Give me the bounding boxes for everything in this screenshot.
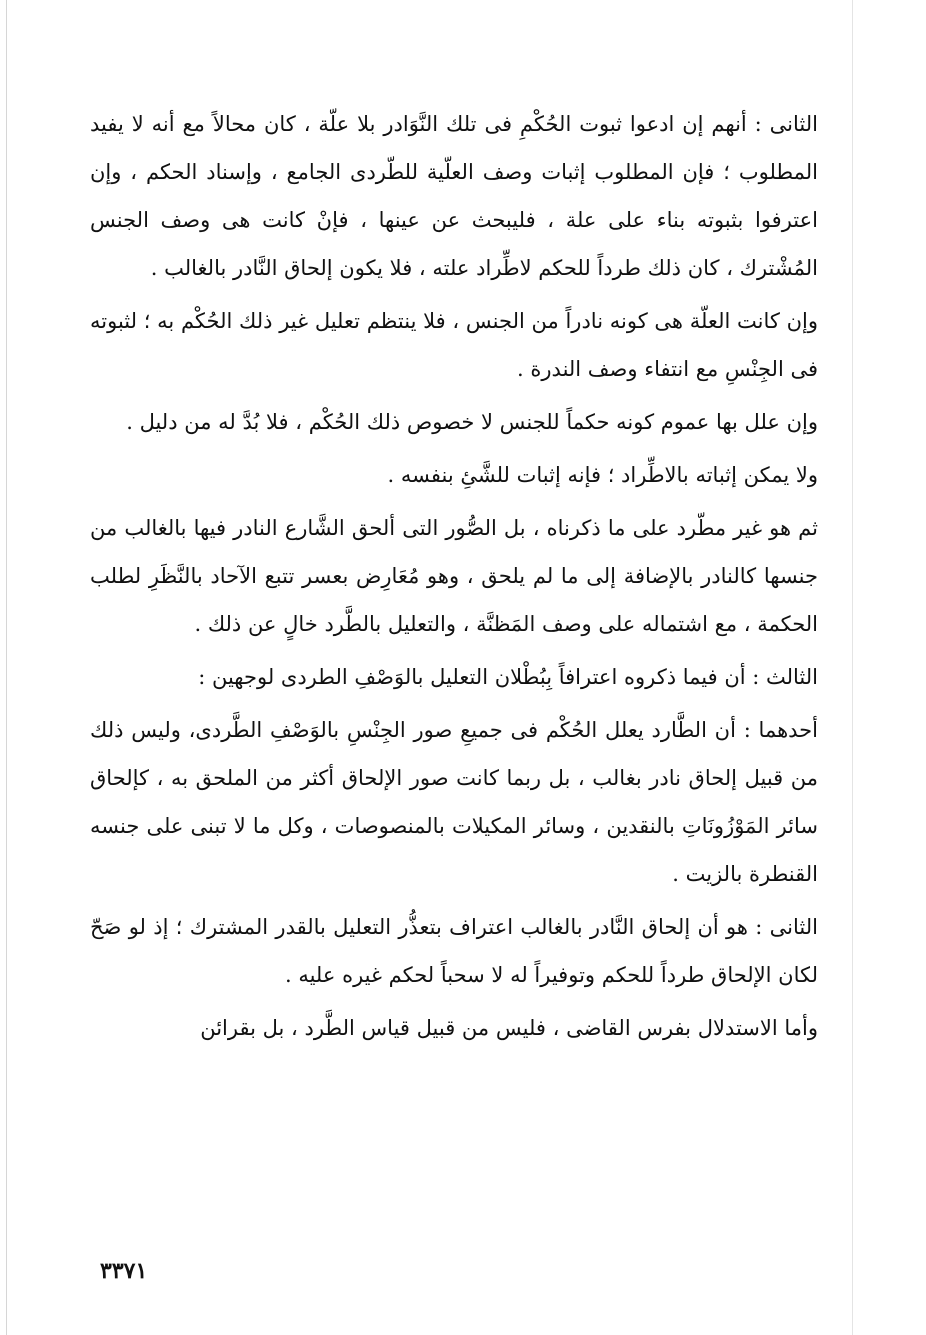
- paragraph: الثانى : أنهم إن ادعوا ثبوت الحُكْمِ فى تلك النَّوَادر بلا علّة ، كان محالاً مع أنه لا يفيد المطلوب ؛ فإن المطلوب إثبات وصف العلّية للطّردى الجامع ، وإسناد الحكم ، وإن اعترفوا بثبوته بناء على علة ، فليبحث عن عينها ، فإنْ كانت هى وصف الجنس المُشْترك ، كان ذلك طرداً للحكم لاطِّراد علته ، فلا يكون إلحاق النَّادر بالغالب .: [90, 112, 818, 280]
- body-text: [90, 100, 818, 1052]
- paragraph: أحدهما : أن الطَّارد يعلل الحُكْم فى جميعِ صور الجِنْسِ بالوَصْفِ الطَّردى، وليس ذلك من قبيل إلحاق نادر بغالب ، بل ربما كانت صور الإلحاق أكثر من الملحق به ، كإلحاق سائر المَوْزُونَاتِ بالنقدين ، وسائر المكيلات بالمنصوصات ، وكل ما لا تبنى على جنسه القنطرة بالزيت .: [90, 718, 818, 886]
- page-number: ٣٣٧١: [100, 1258, 148, 1284]
- scan-edge-left: [6, 0, 7, 1335]
- paragraph: الثالث : أن فيما ذكروه اعترافاً بِبُطْلان التعليل بالوَصْفِ الطردى لوجهين :: [198, 665, 818, 689]
- paragraph: ولا يمكن إثباته بالاطِّراد ؛ فإنه إثبات للشَّئِ بنفسه .: [387, 463, 818, 487]
- paragraph: وأما الاستدلال بفرس القاضى ، فليس من قبيل قياس الطَّرد ، بل بقرائن: [200, 1016, 818, 1040]
- scan-edge-right: [852, 0, 853, 1335]
- paragraph: الثانى : هو أن إلحاق النَّادر بالغالب اعتراف بتعذُّر التعليل بالقدر المشترك ؛ إذ لو صَحّ لكان الإلحاق طرداً للحكم وتوفيراً له لا سحباً لحكم غيره عليه .: [90, 915, 818, 987]
- paragraph: ثم هو غير مطّرد على ما ذكرناه ، بل الصُّور التى ألحق الشَّارع النادر فيها بالغالب من جنسها كالنادر بالإضافة إلى ما لم يلحق ، وهو مُعَارِض بعسر تتبع الآحاد بالنَّظَرِ لطلب الحكمة ، مع اشتماله على وصف المَظنَّة ، والتعليل بالطَّرد خالٍ عن ذلك .: [90, 516, 818, 636]
- paragraph: وإن كانت العلّة هى كونه نادراً من الجنس ، فلا ينتظم تعليل غير ذلك الحُكْم به ؛ لثبوته فى الجِنْسِ مع انتفاء وصف الندرة .: [90, 309, 818, 381]
- paragraph: وإن علل بها عموم كونه حكماً للجنس لا خصوص ذلك الحُكْم ، فلا بُدَّ له من دليل .: [126, 410, 818, 434]
